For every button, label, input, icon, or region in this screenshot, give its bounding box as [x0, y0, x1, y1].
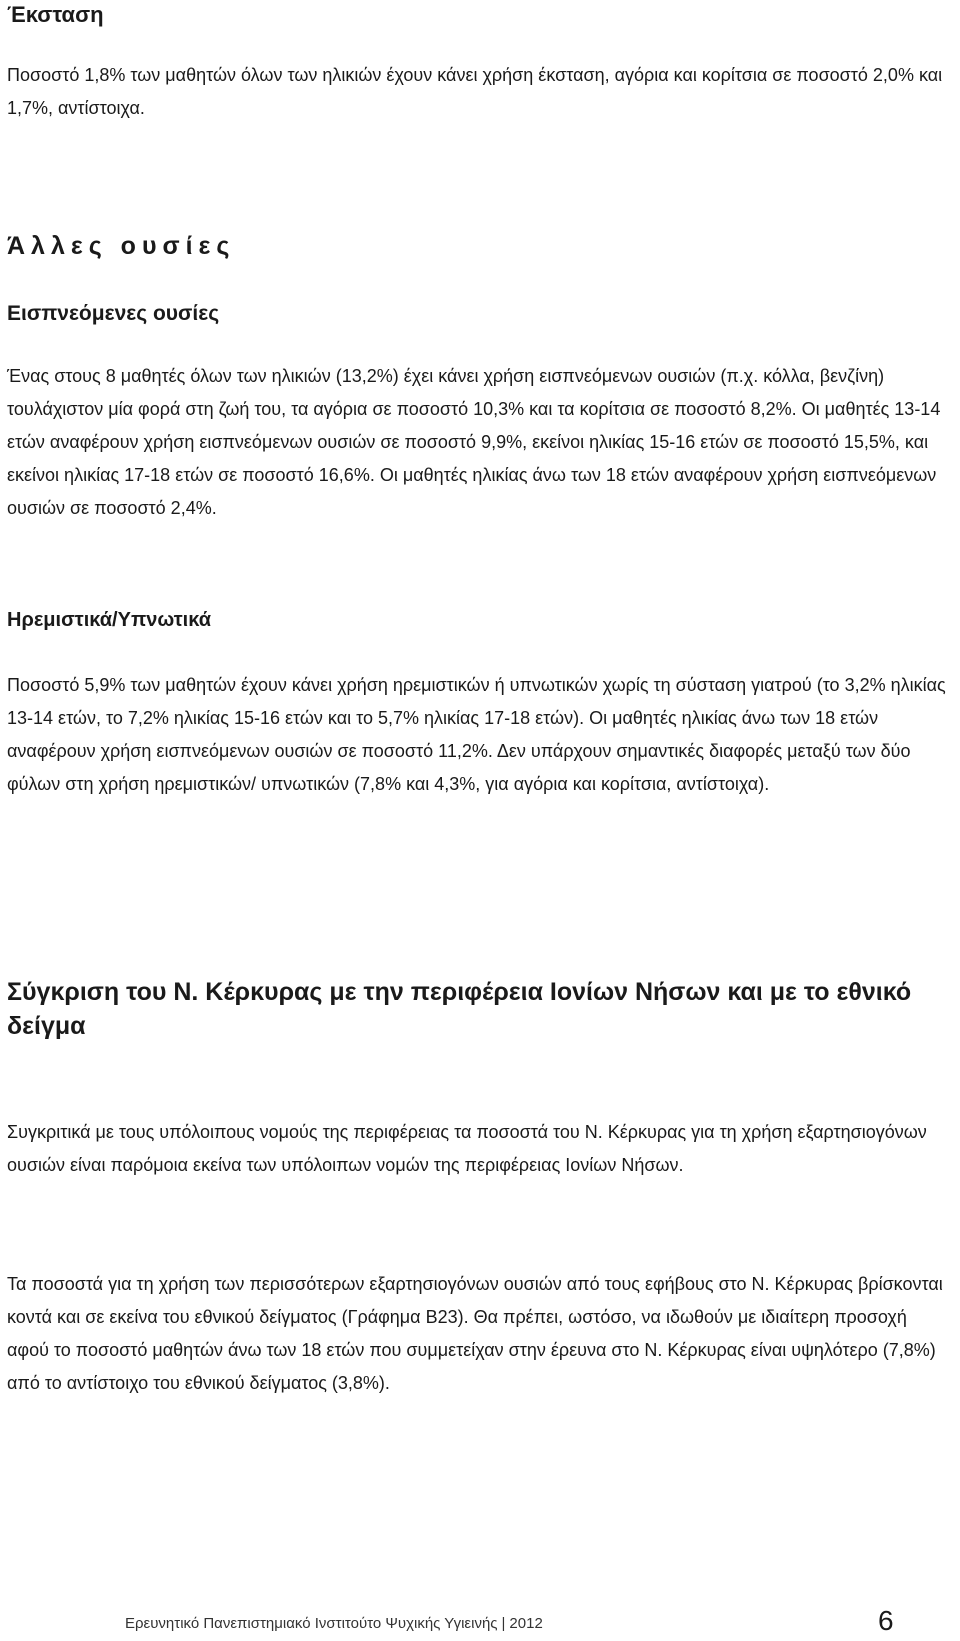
- paragraph-comparison-1: Συγκριτικά με τους υπόλοιπους νομούς της περιφέρειας τα ποσοστά του Ν. Κέρκυρας για τη χρήση εξαρτησιογόνων ουσιών είναι παρόμοια εκείνα των υπόλοιπων νομών της περιφέρειας Ιονίων Νήσων.: [7, 1122, 927, 1175]
- paragraph-comparison-2: Τα ποσοστά για τη χρήση των περισσότερων εξαρτησιογόνων ουσιών από τους εφήβους στο Ν. Κέρκυρας βρίσκονται κοντά και σε εκείνα του εθνικού δείγματος (Γράφημα Β23). Θα πρέπει, ωστόσο, να ιδωθούν με ιδιαίτερη προσοχή αφού το ποσοστό μαθητών άνω των 18 ετών που συμμετείχαν στην έρευνα στο Ν. Κέρκυρας είναι υψηλότερο (7,8%) από το αντίστοιχο του εθνικού δείγματος (3,8%).: [7, 1274, 943, 1393]
- footer-institute: Ερευνητικό Πανεπιστημιακό Ινστιτούτο Ψυχικής Υγιεινής: [125, 1615, 498, 1632]
- paragraph-inhalants: Ένας στους 8 μαθητές όλων των ηλικιών (13,2%) έχει κάνει χρήση εισπνεόμενων ουσιών (π.χ. κόλλα, βενζίνη) τουλάχιστον μία φορά στη ζωή του, τα αγόρια σε ποσοστό 10,3% και τα κορίτσια σε ποσοστό 8,2%. Οι μαθητές 13-14 ετών αναφέρουν χρήση εισπνεόμενων ουσιών σε ποσοστό 9,9%, εκείνοι ηλικίας 15-16 ετών σε ποσοστό 15,5%, και εκείνοι ηλικίας 17-18 ετών σε ποσοστό 16,6%. Οι μαθητές ηλικίας άνω των 18 ετών αναφέρουν χρήση εισπνεόμενων ουσιών σε ποσοστό 2,4%.: [7, 366, 941, 518]
- section-heading-comparison: Σύγκριση του Ν. Κέρκυρας με την περιφέρεια Ιονίων Νήσων και με το εθνικό δείγμα: [7, 978, 912, 1040]
- page-number: 6: [878, 1605, 894, 1636]
- paragraph-ecstasy: Ποσοστό 1,8% των μαθητών όλων των ηλικιών έχουν κάνει χρήση έκσταση, αγόρια και κορίτσια σε ποσοστό 2,0% και 1,7%, αντίστοιχα.: [7, 65, 943, 118]
- subsection-heading-sedatives: Ηρεμιστικά/Υπνωτικά: [7, 609, 211, 631]
- subsection-heading-inhalants: Εισπνεόμενες ουσίες: [7, 302, 220, 325]
- page-footer: [125, 1614, 543, 1634]
- section-heading-other-substances: Άλλες ουσίες: [7, 232, 236, 260]
- footer-separator: |: [501, 1615, 506, 1632]
- paragraph-sedatives: Ποσοστό 5,9% των μαθητών έχουν κάνει χρήση ηρεμιστικών ή υπνωτικών χωρίς τη σύσταση γιατρού (το 3,2% ηλικίας 13-14 ετών, το 7,2% ηλικίας 15-16 ετών και το 5,7% ηλικίας 17-18 ετών). Οι μαθητές ηλικίας άνω των 18 ετών αναφέρουν χρήση εισπνεόμενων ουσιών σε ποσοστό 11,2%. Δεν υπάρχουν σημαντικές διαφορές μεταξύ των δύο φύλων στη χρήση ηρεμιστικών/ υπνωτικών (7,8% και 4,3%, για αγόρια και κορίτσια, αντίστοιχα).: [7, 675, 946, 794]
- footer-year: 2012: [509, 1615, 543, 1632]
- section-heading-ecstasy: Έκσταση: [7, 2, 104, 27]
